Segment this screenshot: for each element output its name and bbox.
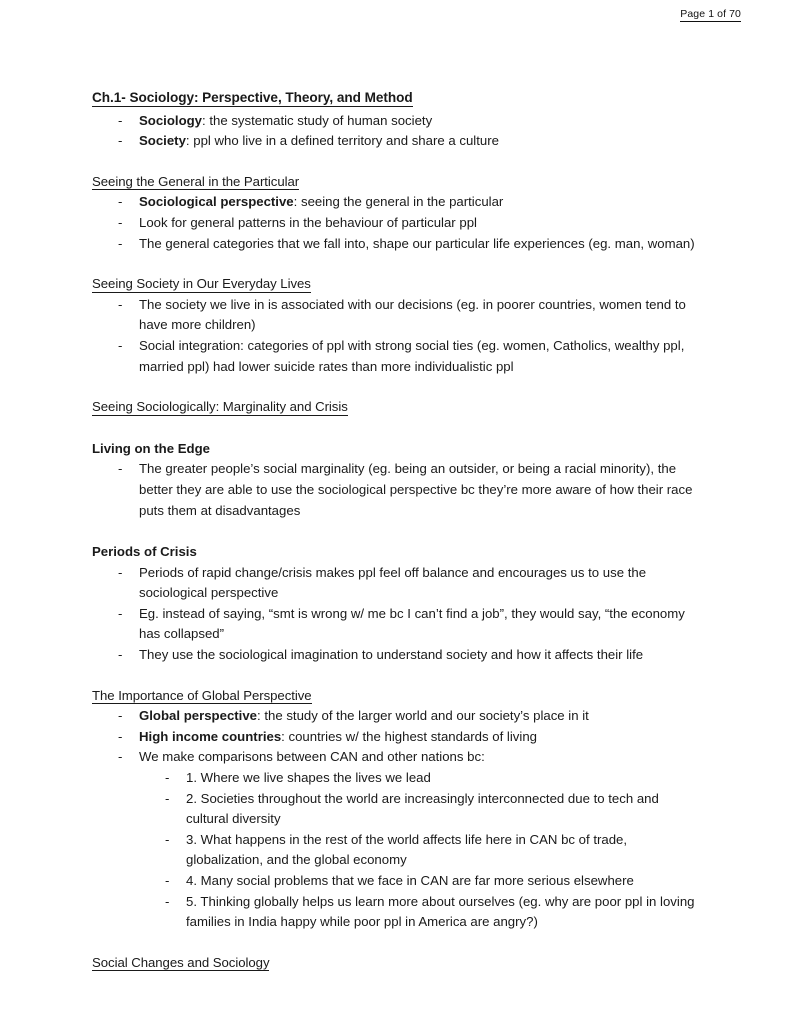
page-title-text: Ch.1- Sociology: Perspective, Theory, and Method xyxy=(92,90,413,105)
spacer xyxy=(92,152,702,172)
bullet-marker: - xyxy=(165,770,170,786)
spacer xyxy=(92,418,702,439)
bullet-marker: - xyxy=(118,112,123,128)
list-item xyxy=(139,830,702,871)
item-text: We make comparisons between CAN and other nations bc: xyxy=(139,749,485,765)
bullet-list-intro xyxy=(92,111,702,152)
section-heading-text: The Importance of Global Perspective xyxy=(92,687,312,703)
item-text: : the systematic study of human society xyxy=(202,112,433,128)
document-body xyxy=(92,88,702,973)
bullet-list-periods-of-crisis xyxy=(92,563,702,666)
section-heading-general-in-particular xyxy=(92,172,702,193)
section-heading-text: Social Changes and Sociology xyxy=(92,954,270,970)
nested-numbered-list-global-comparisons xyxy=(92,768,702,933)
bullet-marker: - xyxy=(118,214,123,230)
section-heading-text: Seeing the General in the Particular xyxy=(92,173,300,189)
bullet-marker: - xyxy=(118,708,123,724)
bullet-marker: - xyxy=(118,605,123,621)
page-number-label: Page 1 of 70 xyxy=(680,8,741,20)
list-item xyxy=(92,213,702,234)
subsection-heading-living-on-the-edge: Living on the Edge xyxy=(92,440,210,456)
bullet-list-global-perspective xyxy=(92,706,702,768)
bullet-marker: - xyxy=(118,296,123,312)
spacer xyxy=(92,254,702,274)
item-text: The society we live in is associated with our decisions (eg. in poorer countries, women tend to have more children) xyxy=(139,296,686,333)
list-item xyxy=(92,336,702,377)
item-text: Look for general patterns in the behaviour of particular ppl xyxy=(139,214,477,230)
bullet-marker: - xyxy=(118,461,123,477)
list-item xyxy=(92,295,702,336)
term-label: Society xyxy=(139,133,186,149)
term-label: Sociology xyxy=(139,112,203,128)
item-text: 1. Where we live shapes the lives we lead xyxy=(186,770,431,786)
page-header xyxy=(680,8,741,22)
item-text: 5. Thinking globally helps us learn more about ourselves (eg. why are poor ppl in loving families in India happy while poor ppl in America are angry?) xyxy=(186,893,695,930)
item-text: : the study of the larger world and our society’s place in it xyxy=(257,708,589,724)
section-heading-text: Seeing Society in Our Everyday Lives xyxy=(92,276,311,292)
section-heading-text: Seeing Sociologically: Marginality and Crisis xyxy=(92,399,348,415)
bullet-marker: - xyxy=(118,749,123,765)
item-text: : countries w/ the highest standards of living xyxy=(281,728,537,744)
bullet-marker: - xyxy=(118,728,123,744)
list-item xyxy=(139,892,702,933)
term-label: High income countries xyxy=(139,728,282,744)
spacer xyxy=(92,377,702,397)
bullet-marker: - xyxy=(165,831,170,847)
item-text: Eg. instead of saying, “smt is wrong w/ me bc I can’t find a job”, they would say, “the economy has collapsed” xyxy=(139,605,685,642)
list-item xyxy=(139,789,702,830)
spacer xyxy=(92,933,702,953)
item-text: 4. Many social problems that we face in CAN are far more serious elsewhere xyxy=(186,873,634,888)
item-text: The greater people’s social marginality (eg. being an outsider, or being a racial minority), the better they are able to use the sociological perspective bc they’re more aware of how their race puts them at disadvantages xyxy=(139,461,693,518)
item-text: They use the sociological imagination to understand society and how it affects their life xyxy=(139,647,644,663)
bullet-list-everyday-lives xyxy=(92,295,702,377)
list-item xyxy=(92,645,702,666)
section-heading-global-perspective xyxy=(92,686,702,707)
item-text: Social integration: categories of ppl with strong social ties (eg. women, Catholics, wealthy ppl, married ppl) had lower suicide rates than more individualistic ppl xyxy=(139,337,685,374)
term-label: Global perspective xyxy=(139,708,257,724)
bullet-marker: - xyxy=(118,337,123,353)
bullet-marker: - xyxy=(165,790,170,806)
item-text: 2. Societies throughout the world are increasingly interconnected due to tech and cultural diversity xyxy=(186,790,659,827)
list-item xyxy=(92,604,702,645)
page-title xyxy=(92,88,702,109)
list-item xyxy=(92,706,702,727)
item-text: Periods of rapid change/crisis makes ppl feel off balance and encourages us to use the sociological perspective xyxy=(139,564,647,601)
bullet-marker: - xyxy=(118,133,123,149)
term-label: Sociological perspective xyxy=(139,194,294,210)
list-item xyxy=(92,234,702,255)
item-text: : ppl who live in a defined territory and share a culture xyxy=(185,133,499,149)
section-heading-social-changes xyxy=(92,953,702,974)
list-item xyxy=(92,111,702,132)
item-text: 3. What happens in the rest of the world affects life here in CAN bc of trade, globalization, and the global economy xyxy=(186,831,628,868)
list-item xyxy=(139,871,702,892)
list-item xyxy=(139,768,702,789)
item-text: : seeing the general in the particular xyxy=(293,194,504,210)
list-item xyxy=(92,131,702,152)
section-heading-everyday-lives xyxy=(92,274,702,295)
bullet-list-general-in-particular xyxy=(92,192,702,254)
bullet-marker: - xyxy=(165,893,170,909)
bullet-marker: - xyxy=(118,647,123,663)
spacer xyxy=(92,666,702,686)
bullet-list-living-on-the-edge xyxy=(92,459,702,521)
bullet-marker: - xyxy=(118,235,123,251)
section-heading-marginality-and-crisis xyxy=(92,397,702,418)
list-item xyxy=(92,192,702,213)
bullet-marker: - xyxy=(118,194,123,210)
list-item xyxy=(92,563,702,604)
list-item xyxy=(92,727,702,748)
item-text: The general categories that we fall into, shape our particular life experiences (eg. man, woman) xyxy=(139,235,695,251)
list-item xyxy=(92,459,702,521)
subsection-heading-periods-of-crisis: Periods of Crisis xyxy=(92,544,197,560)
bullet-marker: - xyxy=(165,873,170,888)
bullet-marker: - xyxy=(118,564,123,580)
spacer xyxy=(92,521,702,542)
list-item xyxy=(92,747,702,768)
